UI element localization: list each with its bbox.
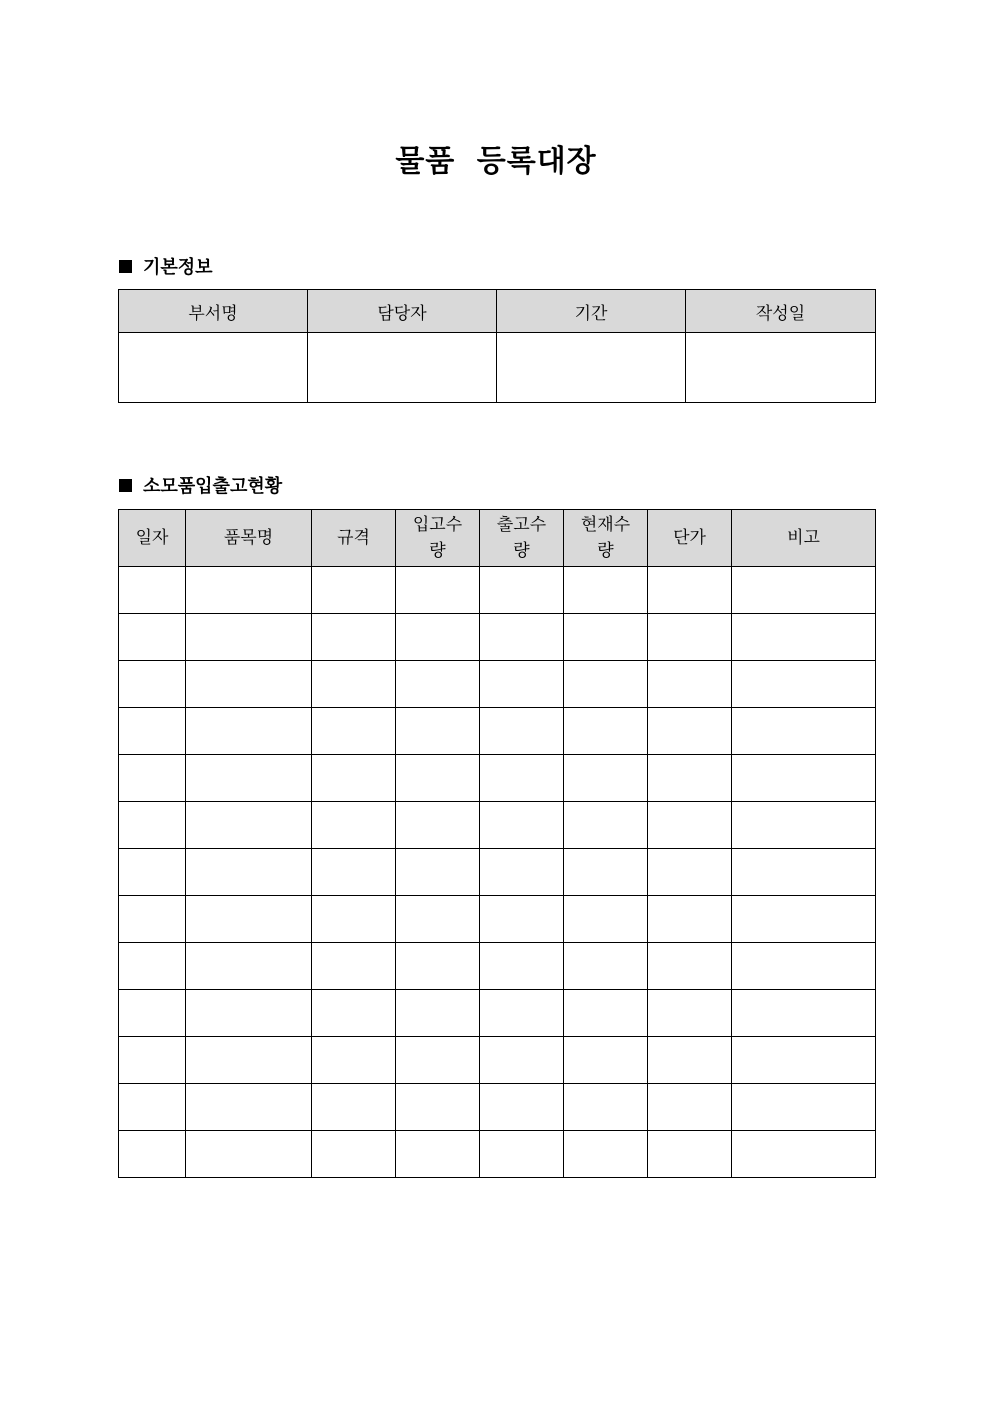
table-cell[interactable] xyxy=(396,567,480,614)
table-cell[interactable] xyxy=(564,896,648,943)
table-cell[interactable] xyxy=(564,990,648,1037)
table-cell[interactable] xyxy=(564,661,648,708)
table-cell[interactable] xyxy=(648,1037,732,1084)
table-row xyxy=(119,1084,876,1131)
table-cell[interactable] xyxy=(119,1131,186,1178)
square-bullet-icon xyxy=(119,260,132,273)
stock-table-body xyxy=(119,567,876,1178)
stock-status-table xyxy=(118,509,876,1178)
table-cell[interactable] xyxy=(564,755,648,802)
table-cell[interactable] xyxy=(312,1037,396,1084)
table-cell[interactable] xyxy=(564,708,648,755)
period-cell[interactable] xyxy=(497,333,686,403)
header-manager: 담당자 xyxy=(308,290,497,333)
table-cell[interactable] xyxy=(732,849,876,896)
table-cell[interactable] xyxy=(480,943,564,990)
table-cell[interactable] xyxy=(480,896,564,943)
table-cell[interactable] xyxy=(732,661,876,708)
table-cell[interactable] xyxy=(648,896,732,943)
table-cell[interactable] xyxy=(396,990,480,1037)
table-cell[interactable] xyxy=(732,567,876,614)
table-cell[interactable] xyxy=(312,567,396,614)
table-cell[interactable] xyxy=(732,755,876,802)
table-cell[interactable] xyxy=(186,1084,312,1131)
table-cell[interactable] xyxy=(732,1037,876,1084)
table-cell[interactable] xyxy=(186,802,312,849)
table-cell[interactable] xyxy=(396,614,480,661)
table-cell[interactable] xyxy=(186,614,312,661)
manager-cell[interactable] xyxy=(308,333,497,403)
table-cell[interactable] xyxy=(119,708,186,755)
table-row xyxy=(119,1037,876,1084)
table-cell[interactable] xyxy=(186,1037,312,1084)
square-bullet-icon xyxy=(119,479,132,492)
table-row xyxy=(119,661,876,708)
header-unit-price: 단가 xyxy=(648,510,732,567)
table-cell[interactable] xyxy=(480,1131,564,1178)
table-cell[interactable] xyxy=(648,1131,732,1178)
table-row xyxy=(119,802,876,849)
header-current-qty: 현재수 량 xyxy=(564,510,648,567)
table-cell[interactable] xyxy=(732,802,876,849)
table-cell[interactable] xyxy=(648,614,732,661)
date-written-cell[interactable] xyxy=(686,333,876,403)
department-cell[interactable] xyxy=(119,333,308,403)
table-cell[interactable] xyxy=(119,896,186,943)
table-cell[interactable] xyxy=(648,755,732,802)
table-cell[interactable] xyxy=(186,661,312,708)
table-cell[interactable] xyxy=(396,1131,480,1178)
table-cell[interactable] xyxy=(312,1084,396,1131)
table-cell[interactable] xyxy=(564,1037,648,1084)
table-row xyxy=(119,849,876,896)
table-cell[interactable] xyxy=(312,1131,396,1178)
basic-info-value-row xyxy=(119,333,876,403)
table-cell[interactable] xyxy=(186,990,312,1037)
table-cell[interactable] xyxy=(119,661,186,708)
header-date: 일자 xyxy=(119,510,186,567)
table-cell[interactable] xyxy=(312,990,396,1037)
stock-status-heading xyxy=(119,472,282,498)
stock-header-row xyxy=(119,510,876,567)
table-cell[interactable] xyxy=(396,661,480,708)
table-cell[interactable] xyxy=(480,614,564,661)
table-cell[interactable] xyxy=(564,567,648,614)
table-cell[interactable] xyxy=(564,802,648,849)
table-cell[interactable] xyxy=(480,990,564,1037)
page-title: 물품 등록대장 xyxy=(395,144,597,179)
table-cell[interactable] xyxy=(396,1037,480,1084)
table-cell[interactable] xyxy=(480,1084,564,1131)
table-row xyxy=(119,708,876,755)
table-cell[interactable] xyxy=(564,849,648,896)
table-row xyxy=(119,755,876,802)
table-cell[interactable] xyxy=(732,1131,876,1178)
table-cell[interactable] xyxy=(119,755,186,802)
table-cell[interactable] xyxy=(186,849,312,896)
table-cell[interactable] xyxy=(564,614,648,661)
table-cell[interactable] xyxy=(312,614,396,661)
table-row xyxy=(119,614,876,661)
table-cell[interactable] xyxy=(186,943,312,990)
header-date-written: 작성일 xyxy=(686,290,876,333)
table-cell[interactable] xyxy=(480,802,564,849)
table-cell[interactable] xyxy=(648,708,732,755)
table-cell[interactable] xyxy=(119,943,186,990)
table-cell[interactable] xyxy=(648,1084,732,1131)
table-cell[interactable] xyxy=(396,896,480,943)
table-cell[interactable] xyxy=(186,1131,312,1178)
table-row xyxy=(119,943,876,990)
table-cell[interactable] xyxy=(648,802,732,849)
table-cell[interactable] xyxy=(312,802,396,849)
table-cell[interactable] xyxy=(186,567,312,614)
basic-info-header-row xyxy=(119,290,876,333)
table-cell[interactable] xyxy=(648,943,732,990)
table-cell[interactable] xyxy=(119,567,186,614)
basic-info-heading-label: 기본정보 xyxy=(143,257,213,278)
header-department: 부서명 xyxy=(119,290,308,333)
table-cell[interactable] xyxy=(480,849,564,896)
table-cell[interactable] xyxy=(119,990,186,1037)
table-cell[interactable] xyxy=(564,1084,648,1131)
table-cell[interactable] xyxy=(480,1037,564,1084)
table-cell[interactable] xyxy=(396,943,480,990)
table-row xyxy=(119,990,876,1037)
header-remarks: 비고 xyxy=(732,510,876,567)
header-incoming-qty: 입고수 량 xyxy=(396,510,480,567)
table-cell[interactable] xyxy=(480,708,564,755)
table-cell[interactable] xyxy=(186,755,312,802)
table-cell[interactable] xyxy=(396,849,480,896)
table-cell[interactable] xyxy=(480,567,564,614)
table-cell[interactable] xyxy=(312,661,396,708)
table-cell[interactable] xyxy=(732,708,876,755)
table-row xyxy=(119,896,876,943)
table-cell[interactable] xyxy=(648,567,732,614)
table-cell[interactable] xyxy=(480,661,564,708)
table-cell[interactable] xyxy=(648,990,732,1037)
header-outgoing-qty: 출고수 량 xyxy=(480,510,564,567)
basic-info-table xyxy=(118,289,876,403)
table-cell[interactable] xyxy=(119,849,186,896)
table-cell[interactable] xyxy=(732,1084,876,1131)
table-cell[interactable] xyxy=(119,1037,186,1084)
basic-info-heading xyxy=(119,253,213,279)
table-cell[interactable] xyxy=(564,943,648,990)
table-cell[interactable] xyxy=(648,661,732,708)
table-cell[interactable] xyxy=(186,708,312,755)
table-cell[interactable] xyxy=(648,849,732,896)
table-row xyxy=(119,567,876,614)
table-cell[interactable] xyxy=(186,896,312,943)
table-cell[interactable] xyxy=(312,755,396,802)
table-cell[interactable] xyxy=(396,755,480,802)
stock-status-heading-label: 소모품입출고현황 xyxy=(143,476,283,497)
table-cell[interactable] xyxy=(732,896,876,943)
table-cell[interactable] xyxy=(396,1084,480,1131)
table-cell[interactable] xyxy=(564,1131,648,1178)
table-cell[interactable] xyxy=(312,896,396,943)
table-cell[interactable] xyxy=(732,943,876,990)
table-cell[interactable] xyxy=(396,802,480,849)
table-cell[interactable] xyxy=(396,708,480,755)
header-spec: 규격 xyxy=(312,510,396,567)
table-cell[interactable] xyxy=(312,943,396,990)
table-row xyxy=(119,1131,876,1178)
table-cell[interactable] xyxy=(732,614,876,661)
table-cell[interactable] xyxy=(119,614,186,661)
table-cell[interactable] xyxy=(312,849,396,896)
header-item-name: 품목명 xyxy=(186,510,312,567)
header-period: 기간 xyxy=(497,290,686,333)
table-cell[interactable] xyxy=(119,1084,186,1131)
table-cell[interactable] xyxy=(312,708,396,755)
table-cell[interactable] xyxy=(119,802,186,849)
table-cell[interactable] xyxy=(480,755,564,802)
table-cell[interactable] xyxy=(732,990,876,1037)
